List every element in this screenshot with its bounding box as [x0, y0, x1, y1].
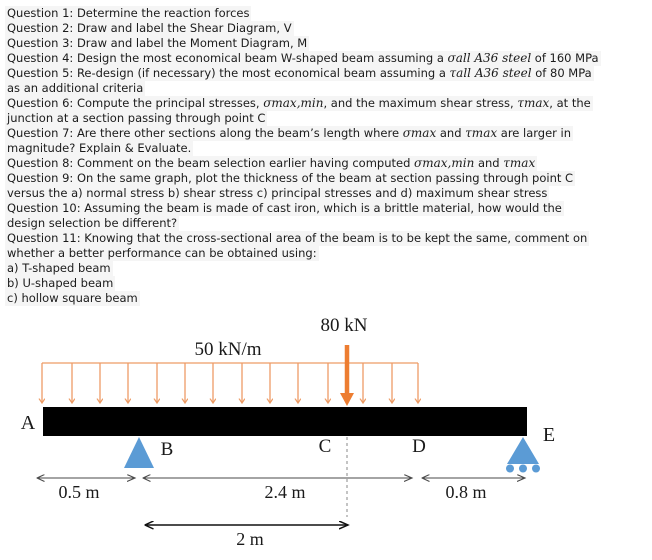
- question-line: [5, 111, 267, 126]
- text-segment: , at the: [549, 96, 591, 110]
- question-line: [5, 141, 193, 156]
- text-segment: and: [474, 156, 504, 170]
- text-segment-italic: σmax,min: [263, 96, 324, 110]
- distributed-load-label: 50 kN/m: [194, 339, 262, 360]
- question-line: [5, 246, 319, 261]
- node-label-e: E: [542, 424, 556, 446]
- question-line: [5, 171, 575, 186]
- beam: [43, 407, 527, 436]
- dimension-label-de: 0.8 m: [445, 482, 487, 502]
- point-load-label: 80 kN: [320, 315, 368, 336]
- question-line: [5, 126, 573, 141]
- text-segment: a) T-shaped beam: [7, 261, 111, 275]
- question-line: [5, 201, 564, 216]
- text-segment: Question 2: Draw and label the Shear Diagram, V: [7, 21, 292, 35]
- question-line: [5, 6, 251, 21]
- question-line: [5, 51, 601, 66]
- dimension-label-ab: 0.5 m: [58, 482, 100, 502]
- text-segment: Question 8: Comment on the beam selection earlier having computed: [7, 156, 415, 170]
- text-segment: Question 3: Draw and label the Moment Diagram, M: [7, 36, 308, 50]
- text-segment: Question 7: Are there other sections along the beam’s length where: [7, 126, 403, 140]
- text-segment: junction at a section passing through point C: [7, 111, 266, 125]
- text-segment: of 80 MPa: [531, 66, 592, 80]
- distributed-load-arrows: [42, 363, 418, 403]
- dimension-label-bd: 2.4 m: [264, 482, 306, 502]
- text-segment: b) U-shaped beam: [7, 276, 114, 290]
- text-segment-italic: τmax: [517, 96, 550, 110]
- pin-support-b: [124, 437, 154, 468]
- roller-support-e: [506, 437, 540, 473]
- text-segment: , and the maximum shear stress,: [323, 96, 518, 110]
- text-segment: and: [436, 126, 466, 140]
- question-line: [5, 21, 294, 36]
- question-line: [5, 276, 115, 291]
- text-segment: magnitude? Explain & Evaluate.: [7, 141, 192, 155]
- text-segment: Question 4: Design the most economical beam W-shaped beam assuming a: [7, 51, 448, 65]
- question-line: [5, 291, 140, 306]
- question-line: [5, 36, 309, 51]
- question-line: [5, 156, 537, 171]
- text-segment-italic: τmax: [465, 126, 498, 140]
- node-label-b: B: [160, 439, 174, 460]
- text-segment: Question 10: Assuming the beam is made of cast iron, which is a brittle material, how would the: [7, 201, 562, 215]
- questions-block: [5, 6, 601, 306]
- text-segment: c) hollow square beam: [7, 291, 138, 305]
- node-label-c: C: [318, 436, 332, 457]
- point-load-arrow: [340, 345, 354, 406]
- text-segment-italic: τmax: [503, 156, 536, 170]
- text-segment: Question 11: Knowing that the cross-sectional area of the beam is to be kept the same, comment on: [7, 231, 588, 245]
- dimension-label-bc: 2 m: [236, 529, 264, 549]
- text-segment: whether a better performance can be obtained using:: [7, 246, 317, 260]
- node-label-d: D: [412, 436, 426, 457]
- text-segment: Question 9: On the same graph, plot the thickness of the beam at section passing through point C: [7, 171, 574, 185]
- question-line: [5, 96, 593, 111]
- question-line: [5, 81, 145, 96]
- text-segment-italic: σmax,min: [414, 156, 475, 170]
- text-segment: Question 1: Determine the reaction forces: [7, 6, 250, 20]
- question-line: [5, 261, 113, 276]
- question-line: [5, 231, 589, 246]
- text-segment-italic: σall A36 steel: [447, 51, 532, 65]
- text-segment: are larger in: [497, 126, 572, 140]
- node-label-a: A: [20, 412, 36, 434]
- question-line: [5, 186, 549, 201]
- question-line: [5, 66, 594, 81]
- text-segment: Question 5: Re-design (if necessary) the most economical beam assuming a: [7, 66, 450, 80]
- text-segment: versus the a) normal stress b) shear stress c) principal stresses and d) maximum shear stress: [7, 186, 548, 200]
- text-segment: design selection be different?: [7, 216, 178, 230]
- text-segment: as an additional criteria: [7, 81, 144, 95]
- text-segment: of 160 MPa: [531, 51, 599, 65]
- text-segment-italic: σmax: [402, 126, 437, 140]
- text-segment-italic: τall A36 steel: [449, 66, 532, 80]
- question-line: [5, 216, 179, 231]
- text-segment: Question 6: Compute the principal stresses,: [7, 96, 264, 110]
